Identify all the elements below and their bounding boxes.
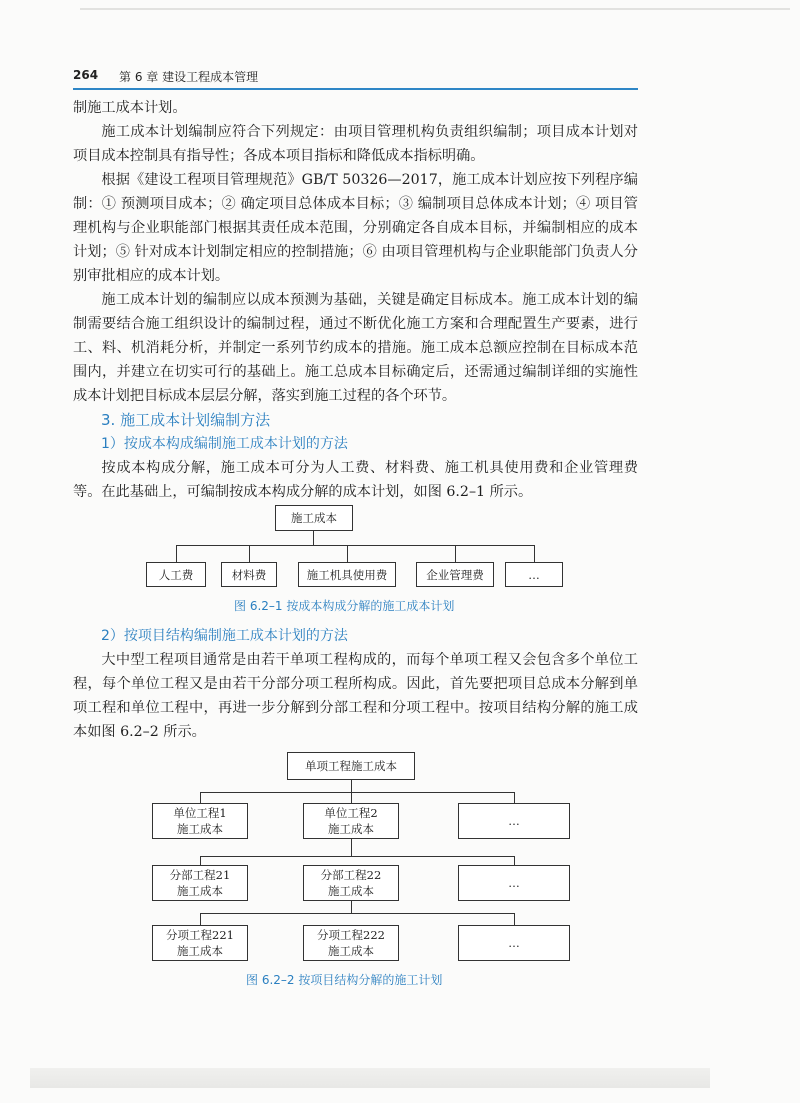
paragraph: 施工成本计划编制应符合下列规定：由项目管理机构负责组织编制；项目成本计划对项目成本控制具有指导性；各成本项目指标和降低成本指标明确。 [73,124,638,164]
paragraph: 施工成本计划的编制应以成本预测为基础，关键是确定目标成本。施工成本计划的编制需要结合施工组织设计的编制过程，通过不断优化施工方案和合理配置生产要素，进行工、料、机消耗分析，并制定一系列节约成本的措施。施工成本总额应控制在目标成本范围内，并建立在切实可行的基础上。施工总成本目标确定后，还需通过编制详细的实施性成本计划把目标成本层层分解，落实到施工过程的各个环节。 [73,292,638,404]
fig1-root-box: 施工成本 [275,505,353,531]
connector [200,792,201,803]
connector [200,913,514,914]
fig2-row2-box: … [458,865,570,901]
fig2-row1-box: 单位工程1 施工成本 [152,803,248,839]
fig2-row1-box: 单位工程2 施工成本 [303,803,399,839]
connector [200,913,201,925]
fig2-row3-box: … [458,925,570,961]
paragraph: 制施工成本计划。 [73,100,187,116]
subsection-heading: 1）按成本构成编制施工成本计划的方法 [101,436,348,452]
fig1-child-box: 人工费 [146,562,206,587]
fig1-child-box: … [505,562,563,587]
connector [514,856,515,865]
chapter-title: 第 6 章 建设工程成本管理 [119,70,259,84]
connector [313,531,314,545]
connector [200,792,514,793]
figure-caption: 图 6.2–2 按项目结构分解的施工计划 [246,973,443,987]
fig1-child-box: 施工机具使用费 [298,562,396,587]
fig2-row3-box: 分项工程221 施工成本 [152,925,248,961]
page-header [73,62,638,90]
fig2-row2-box: 分部工程22 施工成本 [303,865,399,901]
fig1-child-box: 材料费 [221,562,277,587]
connector [249,545,250,562]
connector [351,792,352,803]
paragraph: 根据《建设工程项目管理规范》GB/T 50326—2017，施工成本计划应按下列程序编制：① 预测项目成本；② 确定项目总体成本目标；③ 编制项目总体成本计划；④ 项目管理机构与企业职能部门根据其责任成本范围，分别确定各自成本目标，并编制相应的成本计划；⑤ 针对成本计划制定相应的控制措施；⑥ 由项目管理机构与企业职能部门负责人分别审批相应的成本计划。 [73,172,638,284]
paragraph: 大中型工程项目通常是由若干单项工程构成的，而每个单项工程又会包含多个单位工程，每个单位工程又是由若干分部分项工程所构成。因此，首先要把项目总成本分解到单项工程和单位工程中，再进一步分解到分部工程和分项工程中。按项目结构分解的施工成本如图 6.2–2 所示。 [73,652,638,740]
page-number: 264 [73,68,99,82]
figure-caption: 图 6.2–1 按成本构成分解的施工成本计划 [234,599,455,613]
connector [176,545,534,546]
subsection-heading: 2）按项目结构编制施工成本计划的方法 [101,628,348,644]
body-text-2 [73,624,638,744]
connector [200,856,201,865]
section-heading: 3. 施工成本计划编制方法 [101,411,271,429]
connector [351,780,352,792]
connector [514,913,515,925]
connector [534,545,535,562]
fig2-row1-box: … [458,803,570,839]
connector [351,901,352,913]
connector [455,545,456,562]
fig2-row3-box: 分项工程222 施工成本 [303,925,399,961]
fig2-row2-box: 分部工程21 施工成本 [152,865,248,901]
connector [347,545,348,562]
paragraph: 按成本构成分解，施工成本可分为人工费、材料费、施工机具使用费和企业管理费等。在此基础上，可编制按成本构成分解的成本计划，如图 6.2–1 所示。 [73,460,638,500]
scan-edge [80,8,790,10]
connector [514,792,515,803]
connector [176,545,177,562]
body-text [73,96,638,504]
fig1-child-box: 企业管理费 [416,562,494,587]
connector [351,839,352,856]
fig2-root-box: 单项工程施工成本 [287,752,415,780]
scan-edge [30,1068,710,1088]
connector [200,856,514,857]
